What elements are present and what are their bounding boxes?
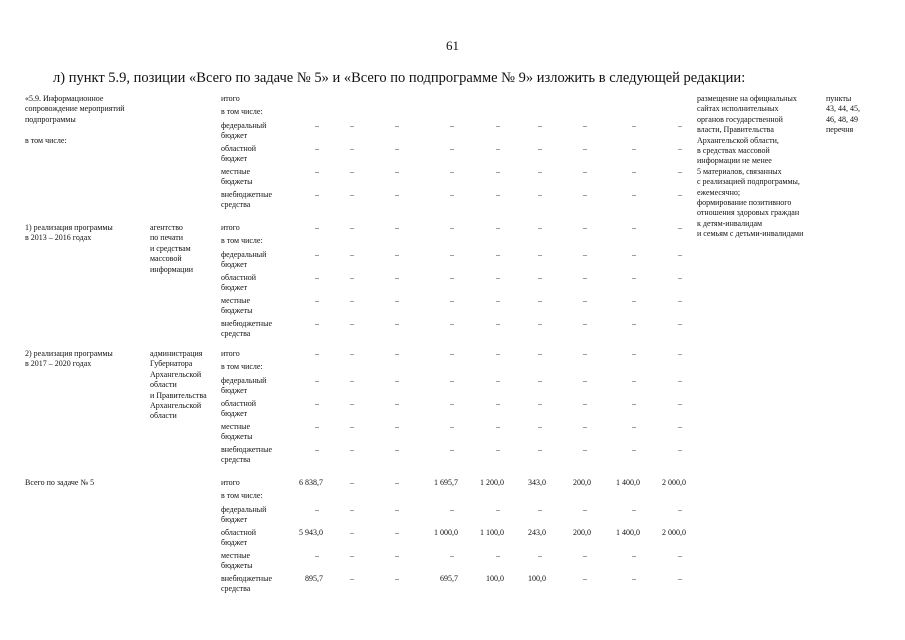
funding-source-label: средства <box>221 455 251 465</box>
value-cell: – <box>678 319 682 328</box>
funding-source-label: областной <box>221 144 257 153</box>
funding-source-label: в том числе: <box>221 362 263 371</box>
funding-source-label: бюджет <box>221 409 248 419</box>
value-cell: – <box>450 319 454 328</box>
value-cell: – <box>315 296 319 305</box>
value-cell: – <box>678 250 682 259</box>
value-cell: 2 000,0 <box>662 528 686 537</box>
value-cell: – <box>350 121 354 130</box>
executor-line: области <box>150 411 177 421</box>
value-cell: – <box>583 190 587 199</box>
value-cell: – <box>538 445 542 454</box>
value-cell: – <box>496 223 500 232</box>
funding-source-label: бюджет <box>221 260 248 270</box>
executor-line: информации <box>150 264 194 274</box>
value-cell: – <box>538 144 542 153</box>
value-cell: – <box>538 250 542 259</box>
result-text-line: органов государственной <box>697 114 783 124</box>
value-cell: – <box>678 223 682 232</box>
value-cell: – <box>678 505 682 514</box>
value-cell: – <box>632 223 636 232</box>
value-cell: – <box>350 349 354 358</box>
funding-source-label: в том числе: <box>221 491 263 500</box>
funding-source-label: средства <box>221 584 251 594</box>
value-cell: – <box>350 376 354 385</box>
value-cell: – <box>583 121 587 130</box>
value-cell: – <box>395 296 399 305</box>
result-text-line: информации не менее <box>697 156 772 166</box>
funding-source-label: бюджет <box>221 131 248 141</box>
funding-source-label: местные <box>221 551 251 560</box>
value-cell: – <box>583 273 587 282</box>
value-cell: – <box>496 445 500 454</box>
value-cell: – <box>678 296 682 305</box>
value-cell: – <box>350 551 354 560</box>
result-text-line: 5 материалов, связанных <box>697 166 782 176</box>
funding-source-label: бюджет <box>221 538 248 548</box>
value-cell: – <box>496 505 500 514</box>
value-cell: – <box>395 574 399 583</box>
value-cell: – <box>583 349 587 358</box>
value-cell: – <box>315 167 319 176</box>
funding-source-label: бюджеты <box>221 306 253 316</box>
value-cell: – <box>395 445 399 454</box>
value-cell: – <box>632 399 636 408</box>
value-cell: – <box>315 505 319 514</box>
funding-source-label: областной <box>221 399 257 408</box>
executor-line: администрация <box>150 349 203 358</box>
row-name-line: Всего по задаче № 5 <box>25 478 95 487</box>
funding-source-label: федеральный <box>221 505 267 514</box>
value-cell: – <box>395 478 399 487</box>
value-cell: – <box>496 422 500 431</box>
value-cell: 695,7 <box>440 574 458 583</box>
funding-source-label: бюджет <box>221 154 248 164</box>
value-cell: – <box>632 121 636 130</box>
points-text-line: пункты <box>826 94 852 103</box>
result-text-line: в средствах массовой <box>697 146 770 155</box>
value-cell: – <box>632 505 636 514</box>
funding-source-label: бюджеты <box>221 177 253 187</box>
funding-source-label: средства <box>221 200 251 210</box>
row-name-line: в том числе: <box>25 135 67 145</box>
value-cell: – <box>496 399 500 408</box>
value-cell: – <box>395 505 399 514</box>
points-text-line: 43, 44, 45, <box>826 104 860 114</box>
value-cell: – <box>450 144 454 153</box>
funding-source-label: областной <box>221 528 257 537</box>
value-cell: – <box>632 422 636 431</box>
value-cell: – <box>395 399 399 408</box>
value-cell: – <box>315 551 319 560</box>
value-cell: – <box>632 551 636 560</box>
value-cell: – <box>583 574 587 583</box>
value-cell: – <box>583 319 587 328</box>
value-cell: – <box>678 121 682 130</box>
row-name-line: в 2017 – 2020 годах <box>25 359 92 369</box>
value-cell: – <box>395 144 399 153</box>
value-cell: – <box>496 296 500 305</box>
value-cell: – <box>538 505 542 514</box>
value-cell: – <box>350 574 354 583</box>
value-cell: – <box>315 399 319 408</box>
value-cell: – <box>395 376 399 385</box>
value-cell: – <box>632 376 636 385</box>
value-cell: – <box>350 144 354 153</box>
value-cell: – <box>350 319 354 328</box>
value-cell: 1 400,0 <box>616 478 640 487</box>
value-cell: – <box>395 250 399 259</box>
funding-source-label: местные <box>221 296 251 305</box>
value-cell: – <box>632 250 636 259</box>
value-cell: – <box>538 422 542 431</box>
value-cell: – <box>583 399 587 408</box>
value-cell: – <box>450 445 454 454</box>
value-cell: – <box>632 273 636 282</box>
value-cell: 2 000,0 <box>662 478 686 487</box>
value-cell: 243,0 <box>528 528 546 537</box>
funding-source-label: внебюджетные <box>221 445 272 454</box>
value-cell: – <box>538 349 542 358</box>
value-cell: – <box>350 528 354 537</box>
value-cell: – <box>496 121 500 130</box>
value-cell: – <box>395 190 399 199</box>
value-cell: – <box>496 250 500 259</box>
page-number: 61 <box>446 38 459 53</box>
value-cell: 100,0 <box>486 574 504 583</box>
value-cell: 1 000,0 <box>434 528 458 537</box>
funding-source-label: итого <box>221 94 240 103</box>
value-cell: – <box>450 273 454 282</box>
value-cell: – <box>678 349 682 358</box>
value-cell: – <box>450 399 454 408</box>
result-text-line: ежемесячно; <box>697 187 741 197</box>
points-text-line: перечня <box>826 125 854 135</box>
value-cell: – <box>395 551 399 560</box>
value-cell: – <box>315 376 319 385</box>
value-cell: – <box>395 319 399 328</box>
value-cell: – <box>538 121 542 130</box>
result-text-line: власти, Правительства <box>697 125 774 135</box>
value-cell: – <box>496 319 500 328</box>
value-cell: – <box>350 273 354 282</box>
result-text-line: сайтах исполнительных <box>697 104 779 114</box>
value-cell: – <box>678 445 682 454</box>
funding-source-label: федеральный <box>221 376 267 385</box>
value-cell: – <box>450 505 454 514</box>
executor-line: области <box>150 380 177 390</box>
funding-source-label: местные <box>221 422 251 431</box>
value-cell: – <box>450 167 454 176</box>
funding-source-label: бюджеты <box>221 561 253 571</box>
amendment-heading: л) пункт 5.9, позиции «Всего по задаче № 5» и «Всего по подпрограмме № 9» изложить в следующей редакции: <box>53 70 746 86</box>
funding-source-label: итого <box>221 223 240 232</box>
value-cell: – <box>678 376 682 385</box>
value-cell: – <box>496 190 500 199</box>
value-cell: – <box>395 121 399 130</box>
result-text-line: формирование позитивного <box>697 198 792 207</box>
value-cell: – <box>678 551 682 560</box>
value-cell: – <box>315 319 319 328</box>
value-cell: – <box>496 376 500 385</box>
value-cell: – <box>315 190 319 199</box>
value-cell: – <box>395 528 399 537</box>
value-cell: – <box>450 250 454 259</box>
value-cell: – <box>350 190 354 199</box>
value-cell: – <box>583 223 587 232</box>
value-cell: – <box>350 505 354 514</box>
value-cell: – <box>350 223 354 232</box>
row-name-line: 1) реализация программы <box>25 223 113 232</box>
value-cell: – <box>583 167 587 176</box>
value-cell: – <box>450 349 454 358</box>
row-name-line: сопровождение мероприятий <box>25 104 125 114</box>
value-cell: – <box>632 190 636 199</box>
value-cell: – <box>395 349 399 358</box>
value-cell: – <box>450 376 454 385</box>
funding-source-label: внебюджетные <box>221 574 272 583</box>
value-cell: – <box>450 190 454 199</box>
value-cell: 200,0 <box>573 528 591 537</box>
value-cell: 1 695,7 <box>434 478 458 487</box>
value-cell: – <box>350 167 354 176</box>
executor-line: Архангельской <box>150 369 202 379</box>
value-cell: – <box>315 223 319 232</box>
executor-line: Губернатора <box>150 359 193 369</box>
value-cell: – <box>538 376 542 385</box>
executor-line: Архангельской <box>150 401 202 410</box>
value-cell: – <box>632 296 636 305</box>
value-cell: – <box>315 250 319 259</box>
row-name-line: 2) реализация программы <box>25 349 113 358</box>
value-cell: – <box>678 422 682 431</box>
value-cell: – <box>538 296 542 305</box>
funding-source-label: областной <box>221 273 257 282</box>
value-cell: – <box>632 445 636 454</box>
funding-source-label: федеральный <box>221 250 267 259</box>
value-cell: – <box>496 349 500 358</box>
value-cell: – <box>496 551 500 560</box>
value-cell: – <box>315 121 319 130</box>
value-cell: – <box>583 422 587 431</box>
value-cell: – <box>678 273 682 282</box>
value-cell: – <box>538 551 542 560</box>
result-text-line: и семьям с детьми-инвалидами <box>697 229 804 239</box>
value-cell: – <box>538 223 542 232</box>
value-cell: – <box>632 144 636 153</box>
value-cell: – <box>632 319 636 328</box>
value-cell: – <box>350 250 354 259</box>
funding-source-label: бюджеты <box>221 432 253 442</box>
executor-line: массовой <box>150 254 182 264</box>
value-cell: – <box>450 296 454 305</box>
points-text-line: 46, 48, 49 <box>826 114 858 124</box>
value-cell: – <box>496 273 500 282</box>
value-cell: – <box>583 505 587 514</box>
value-cell: – <box>350 422 354 431</box>
value-cell: – <box>583 250 587 259</box>
value-cell: – <box>350 445 354 454</box>
value-cell: – <box>632 574 636 583</box>
value-cell: – <box>450 551 454 560</box>
value-cell: – <box>538 190 542 199</box>
value-cell: – <box>350 296 354 305</box>
result-text-line: отношения здоровых граждан <box>697 208 800 218</box>
value-cell: – <box>583 445 587 454</box>
row-name-line: в 2013 – 2016 годах <box>25 233 92 243</box>
value-cell: – <box>315 273 319 282</box>
value-cell: – <box>395 422 399 431</box>
value-cell: – <box>632 167 636 176</box>
value-cell: – <box>450 121 454 130</box>
executor-line: по печати <box>150 233 184 243</box>
row-name-line: подпрограммы <box>25 114 76 124</box>
funding-source-label: бюджет <box>221 515 248 525</box>
value-cell: – <box>450 422 454 431</box>
value-cell: – <box>315 422 319 431</box>
funding-source-label: в том числе: <box>221 107 263 116</box>
value-cell: – <box>583 376 587 385</box>
value-cell: – <box>583 144 587 153</box>
funding-source-label: внебюджетные <box>221 319 272 328</box>
value-cell: 343,0 <box>528 478 546 487</box>
result-text-line: размещение на официальных <box>697 94 797 103</box>
funding-source-label: средства <box>221 329 251 339</box>
funding-source-label: итого <box>221 349 240 358</box>
value-cell: – <box>496 144 500 153</box>
executor-line: и средствам <box>150 243 191 253</box>
value-cell: – <box>315 144 319 153</box>
value-cell: – <box>678 399 682 408</box>
value-cell: 6 838,7 <box>299 478 323 487</box>
value-cell: – <box>395 273 399 282</box>
value-cell: – <box>678 144 682 153</box>
value-cell: 200,0 <box>573 478 591 487</box>
value-cell: – <box>496 167 500 176</box>
value-cell: – <box>350 478 354 487</box>
value-cell: – <box>350 399 354 408</box>
value-cell: 895,7 <box>305 574 323 583</box>
value-cell: – <box>538 399 542 408</box>
row-name-line: «5.9. Информационное <box>25 94 104 103</box>
value-cell: – <box>315 445 319 454</box>
value-cell: – <box>583 296 587 305</box>
result-text-line: Архангельской области, <box>697 135 779 145</box>
funding-source-label: федеральный <box>221 121 267 130</box>
funding-source-label: итого <box>221 478 240 487</box>
value-cell: – <box>450 223 454 232</box>
executor-line: и Правительства <box>150 390 207 400</box>
value-cell: – <box>395 167 399 176</box>
executor-line: агентство <box>150 223 183 232</box>
value-cell: 100,0 <box>528 574 546 583</box>
value-cell: – <box>678 574 682 583</box>
funding-source-label: местные <box>221 167 251 176</box>
funding-source-label: в том числе: <box>221 236 263 245</box>
value-cell: 5 943,0 <box>299 528 323 537</box>
funding-source-label: бюджет <box>221 386 248 396</box>
value-cell: – <box>315 349 319 358</box>
value-cell: – <box>583 551 587 560</box>
value-cell: – <box>632 349 636 358</box>
result-text-line: к детям-инвалидам <box>697 218 763 228</box>
funding-source-label: внебюджетные <box>221 190 272 199</box>
result-text-line: с реализацией подпрограммы, <box>697 177 800 187</box>
funding-source-label: бюджет <box>221 283 248 293</box>
value-cell: – <box>678 167 682 176</box>
value-cell: – <box>538 319 542 328</box>
value-cell: 1 100,0 <box>480 528 504 537</box>
value-cell: – <box>395 223 399 232</box>
value-cell: – <box>538 273 542 282</box>
value-cell: 1 200,0 <box>480 478 504 487</box>
value-cell: 1 400,0 <box>616 528 640 537</box>
value-cell: – <box>538 167 542 176</box>
value-cell: – <box>678 190 682 199</box>
